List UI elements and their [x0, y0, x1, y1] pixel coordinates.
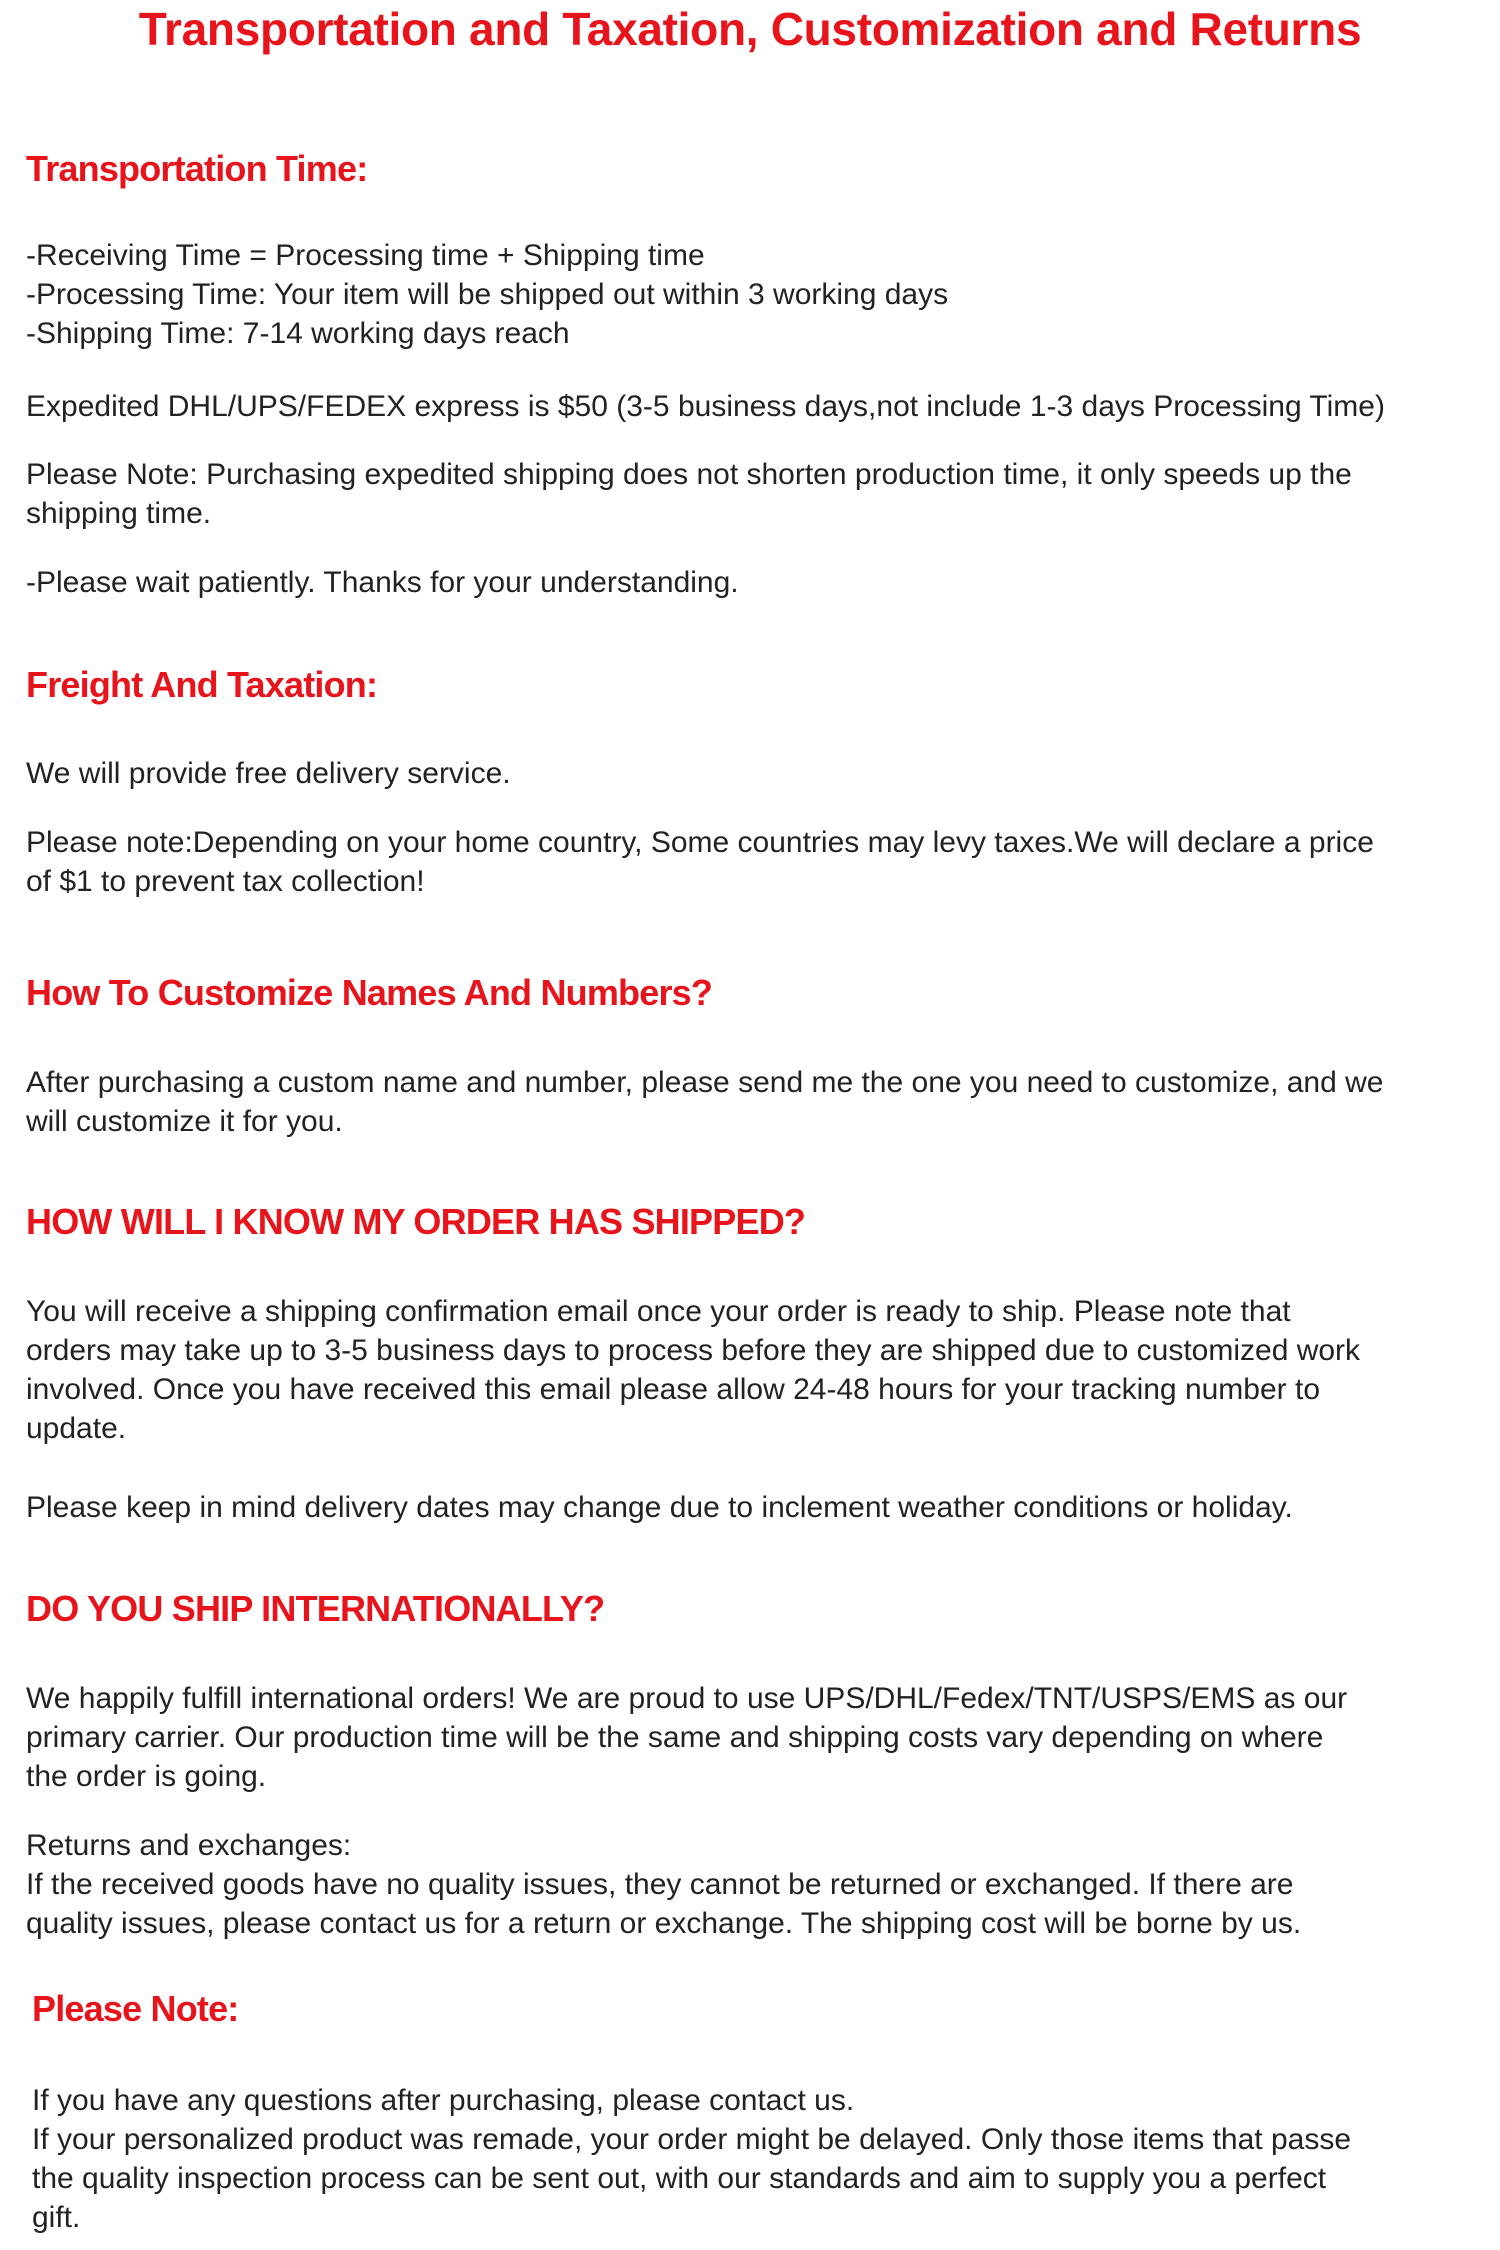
international-orders-paragraph	[26, 1679, 1486, 1796]
international-orders-line-2: primary carrier. Our production time will be the same and shipping costs vary depending on where	[26, 1721, 1324, 1754]
expedited-note-line-2: shipping time.	[26, 497, 212, 530]
processing-time-line: -Processing Time: Your item will be shipped out within 3 working days	[26, 278, 949, 311]
shipping-time-line: -Shipping Time: 7-14 working days reach	[26, 317, 570, 350]
free-delivery-line: We will provide free delivery service.	[26, 757, 511, 790]
returns-exchanges-line-2: quality issues, please contact us for a return or exchange. The shipping cost will be borne by us.	[26, 1907, 1302, 1940]
customize-line-1: After purchasing a custom name and number, please send me the one you need to customize, and we	[26, 1066, 1384, 1099]
wait-patiently-line: -Please wait patiently. Thanks for your understanding.	[26, 566, 739, 599]
heading-freight-taxation: Freight And Taxation:	[26, 664, 378, 705]
receiving-time-line: -Receiving Time = Processing time + Shipping time	[26, 239, 705, 272]
expedited-shipping-line: Expedited DHL/UPS/FEDEX express is $50 (3-5 business days,not include 1-3 days Processing Time)	[26, 390, 1385, 423]
tax-note-line-1: Please note:Depending on your home country, Some countries may levy taxes.We will declare a price	[26, 826, 1374, 859]
delivery-dates-paragraph	[26, 1488, 1486, 1527]
international-orders-line-1: We happily fulfill international orders! We are proud to use UPS/DHL/Fedex/TNT/USPS/EMS as our	[26, 1682, 1348, 1715]
returns-exchanges-line-1: If the received goods have no quality issues, they cannot be returned or exchanged. If there are	[26, 1868, 1294, 1901]
tax-note-paragraph	[26, 823, 1486, 901]
tax-note-line-2: of $1 to prevent tax collection!	[26, 865, 425, 898]
returns-exchanges-label: Returns and exchanges:	[26, 1829, 352, 1862]
processing-times-paragraph	[26, 236, 1486, 353]
shipping-confirmation-line-1: You will receive a shipping confirmation email once your order is ready to ship. Please note that	[26, 1295, 1291, 1328]
heading-order-shipped: HOW WILL I KNOW MY ORDER HAS SHIPPED?	[26, 1201, 806, 1242]
expedited-note-line-1: Please Note: Purchasing expedited shipping does not shorten production time, it only speeds up the	[26, 458, 1352, 491]
please-note-line-1: If you have any questions after purchasing, please contact us.	[32, 2084, 855, 2117]
please-note-line-4: gift.	[32, 2201, 81, 2234]
shipping-confirmation-paragraph	[26, 1292, 1486, 1448]
heading-transportation-time: Transportation Time:	[26, 148, 368, 189]
shipping-confirmation-line-2: orders may take up to 3-5 business days to process before they are shipped due to customized work	[26, 1334, 1361, 1367]
delivery-dates-line: Please keep in mind delivery dates may change due to inclement weather conditions or holiday.	[26, 1491, 1293, 1524]
shipping-confirmation-line-3: involved. Once you have received this email please allow 24-48 hours for your tracking number to	[26, 1373, 1321, 1406]
returns-exchanges-paragraph	[26, 1826, 1486, 1943]
international-orders-line-3: the order is going.	[26, 1760, 267, 1793]
shipping-confirmation-line-4: update.	[26, 1412, 127, 1445]
heading-customize-names-numbers: How To Customize Names And Numbers?	[26, 972, 713, 1013]
customize-line-2: will customize it for you.	[26, 1105, 343, 1138]
expedited-shipping-paragraph	[26, 387, 1486, 426]
heading-ship-internationally: DO YOU SHIP INTERNATIONALLY?	[26, 1588, 605, 1629]
customize-paragraph	[26, 1063, 1486, 1141]
please-note-line-3: the quality inspection process can be sent out, with our standards and aim to supply you a perfect	[32, 2162, 1327, 2195]
expedited-note-paragraph	[26, 455, 1486, 533]
heading-please-note: Please Note:	[32, 1988, 239, 2029]
wait-patiently-paragraph	[26, 563, 1486, 602]
free-delivery-paragraph	[26, 754, 1486, 793]
please-note-line-2: If your personalized product was remade, your order might be delayed. Only those items that passe	[32, 2123, 1352, 2156]
page-title: Transportation and Taxation, Customization and Returns	[138, 3, 1362, 55]
please-note-paragraph	[32, 2081, 1492, 2237]
